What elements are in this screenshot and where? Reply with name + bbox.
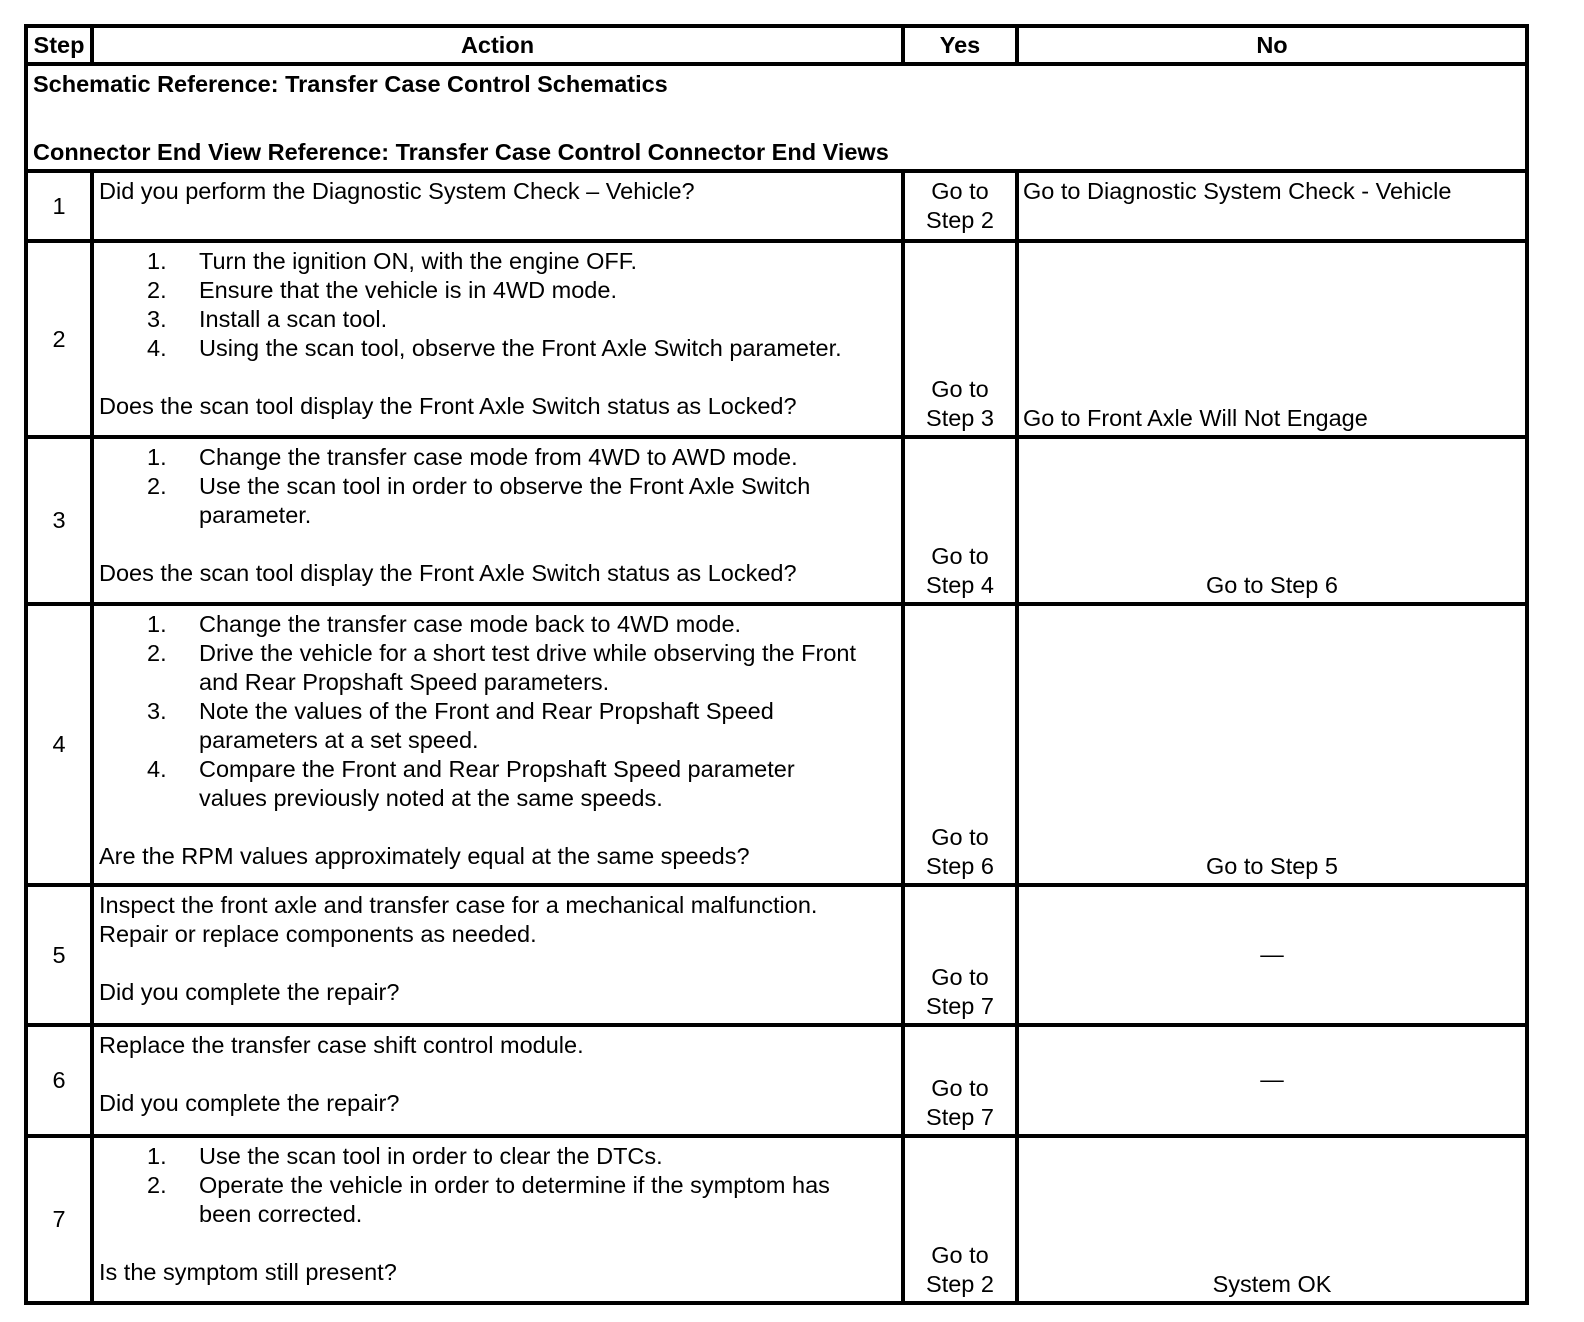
step-row-7 <box>26 1136 1527 1303</box>
no-cell: Go to Step 6 <box>1017 437 1527 604</box>
no-cell: System OK <box>1017 1136 1527 1303</box>
action-step-item: 2. Ensure that the vehicle is in 4WD mode. <box>147 277 617 303</box>
diagnostic-table <box>24 24 1529 1305</box>
yes-cell: Go to Step 6 <box>903 604 1017 885</box>
action-cell <box>92 1025 903 1136</box>
no-cell: Go to Step 5 <box>1017 604 1527 885</box>
action-step-item: 4. Using the scan tool, observe the Front Axle Switch parameter. <box>147 335 842 361</box>
action-text: Replace the transfer case shift control module. <box>99 1032 584 1058</box>
step-number: 7 <box>26 1136 92 1303</box>
action-text: Did you perform the Diagnostic System Check – Vehicle? <box>99 178 695 204</box>
action-steps <box>99 610 896 813</box>
action-step-item: 1. Change the transfer case mode back to 4WD mode. <box>147 611 742 637</box>
header-yes: Yes <box>903 26 1017 64</box>
action-cell <box>92 604 903 885</box>
action-cell <box>92 437 903 604</box>
action-step-item: 2. Operate the vehicle in order to determine if the symptom has been corrected. <box>147 1172 830 1227</box>
step-row-6 <box>26 1025 1527 1136</box>
action-steps <box>99 1142 896 1229</box>
action-step-item: 3. Note the values of the Front and Rear Propshaft Speed parameters at a set speed. <box>147 698 774 753</box>
no-cell: — <box>1017 1025 1527 1136</box>
connector-reference: Connector End View Reference: Transfer Case Control Connector End Views <box>33 139 889 165</box>
header-action: Action <box>92 26 903 64</box>
step-number: 1 <box>26 171 92 241</box>
step-row-4 <box>26 604 1527 885</box>
header-no: No <box>1017 26 1527 64</box>
no-cell: Go to Front Axle Will Not Engage <box>1017 241 1527 437</box>
no-cell: Go to Diagnostic System Check - Vehicle <box>1017 171 1527 241</box>
action-step-item: 3. Install a scan tool. <box>147 306 388 332</box>
action-cell <box>92 885 903 1025</box>
yes-cell: Go to Step 7 <box>903 885 1017 1025</box>
step-number: 2 <box>26 241 92 437</box>
schematic-reference: Schematic Reference: Transfer Case Control Schematics <box>33 71 668 97</box>
action-question: Are the RPM values approximately equal at the same speeds? <box>99 843 750 869</box>
action-steps <box>99 247 896 363</box>
step-number: 4 <box>26 604 92 885</box>
reference-cell <box>26 64 1527 171</box>
diagnostic-table-container <box>24 24 1525 1305</box>
step-row-3 <box>26 437 1527 604</box>
action-cell <box>92 241 903 437</box>
action-step-item: 1. Use the scan tool in order to clear the DTCs. <box>147 1143 663 1169</box>
action-question: Did you complete the repair? <box>99 979 400 1005</box>
action-question: Did you complete the repair? <box>99 1090 400 1116</box>
no-cell: — <box>1017 885 1527 1025</box>
action-cell <box>92 171 903 241</box>
step-row-5 <box>26 885 1527 1025</box>
yes-cell: Go to Step 4 <box>903 437 1017 604</box>
yes-cell: Go to Step 2 <box>903 1136 1017 1303</box>
header-step: Step <box>26 26 92 64</box>
action-step-item: 2. Drive the vehicle for a short test drive while observing the Front and Rear Propshaft Speed parameters. <box>147 640 856 695</box>
action-steps <box>99 443 896 530</box>
step-row-1 <box>26 171 1527 241</box>
action-step-item: 4. Compare the Front and Rear Propshaft Speed parameter values previously noted at the same speeds. <box>147 756 795 811</box>
action-cell <box>92 1136 903 1303</box>
yes-cell: Go to Step 2 <box>903 171 1017 241</box>
step-number: 6 <box>26 1025 92 1136</box>
action-question: Is the symptom still present? <box>99 1259 397 1285</box>
step-row-2 <box>26 241 1527 437</box>
reference-row <box>26 64 1527 171</box>
step-number: 3 <box>26 437 92 604</box>
action-question: Does the scan tool display the Front Axle Switch status as Locked? <box>99 393 797 419</box>
action-text: Inspect the front axle and transfer case for a mechanical malfunction. Repair or replace components as needed. <box>99 892 818 947</box>
action-step-item: 1. Change the transfer case mode from 4WD to AWD mode. <box>147 444 798 470</box>
action-step-item: 1. Turn the ignition ON, with the engine OFF. <box>147 248 638 274</box>
action-question: Does the scan tool display the Front Axle Switch status as Locked? <box>99 560 797 586</box>
yes-cell: Go to Step 3 <box>903 241 1017 437</box>
header-row <box>26 26 1527 64</box>
action-step-item: 2. Use the scan tool in order to observe the Front Axle Switch parameter. <box>147 473 811 528</box>
step-number: 5 <box>26 885 92 1025</box>
yes-cell: Go to Step 7 <box>903 1025 1017 1136</box>
